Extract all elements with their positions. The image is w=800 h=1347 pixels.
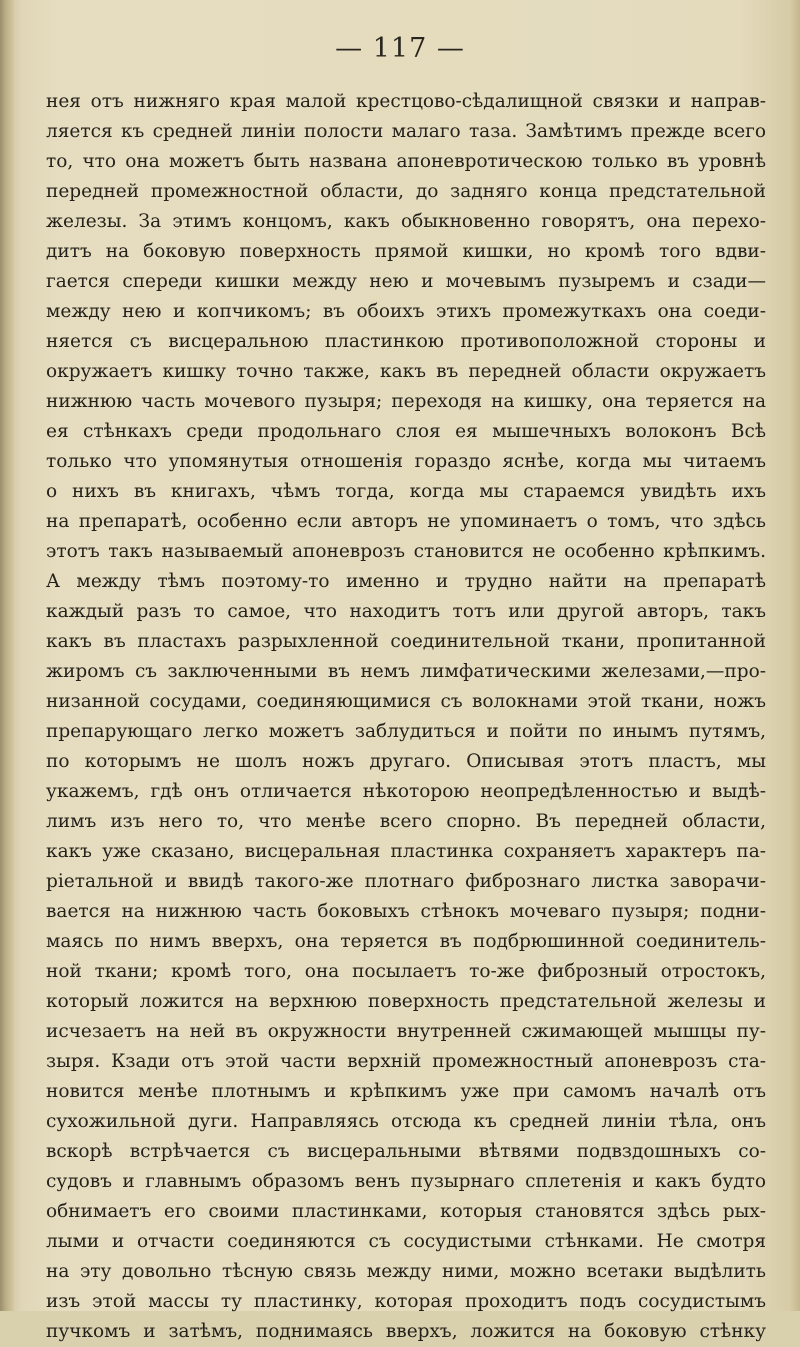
text-line: исчезаетъ на ней въ окружности внутренней сжимающей мышцы пу- (46, 1021, 766, 1042)
text-line: лимъ изъ него то, что менѣе всего спорно. Въ передней области, (46, 811, 766, 832)
text-line: какъ уже сказано, висцеральная пластинка сохраняетъ характеръ па- (46, 841, 766, 862)
text-line: гается спереди кишки между нею и мочевымъ пузыремъ и сзади— (46, 271, 766, 292)
text-line: между нею и копчикомъ; въ обоихъ этихъ промежуткахъ она соеди- (46, 301, 766, 322)
text-line: каждый разъ то самое, что находитъ тотъ или другой авторъ, такъ (46, 601, 766, 622)
text-line: обнимаетъ его своими пластинками, которыя становятся здѣсь рых- (46, 1201, 766, 1222)
text-line: ея стѣнкахъ среди продольнаго слоя ея мышечныхъ волоконъ Всѣ (46, 421, 766, 442)
text-line: железы. За этимъ концомъ, какъ обыкновенно говорятъ, она перехо- (46, 211, 766, 232)
text-line: А между тѣмъ поэтому-то именно и трудно найти на препаратѣ (46, 571, 766, 592)
text-line: низанной сосудами, соединяющимися съ волокнами этой ткани, ножъ (46, 691, 766, 712)
text-line: на эту довольно тѣсную связь между ними, можно всетаки выдѣлить (46, 1261, 766, 1282)
text-line: ріетальной и ввидѣ такого-же плотнаго фибрознаго листка заворачи- (46, 871, 766, 892)
text-line: то, что она можетъ быть названа апоневротическою только въ уровнѣ (46, 151, 766, 172)
text-line: изъ этой массы ту пластинку, которая проходитъ подъ сосудистымъ (46, 1291, 766, 1312)
text-line: какъ въ пластахъ разрыхленной соединительной ткани, пропитанной (46, 631, 766, 652)
text-line: нижнюю часть мочевого пузыря; переходя на кишку, она теряется на (46, 391, 766, 412)
body-text (46, 87, 766, 1347)
text-line: ной ткани; кромѣ того, она посылаетъ то-же фиброзный отростокъ, (46, 961, 766, 982)
text-line: на препаратѣ, особенно если авторъ не упоминаетъ о томъ, что здѣсь (46, 511, 766, 532)
text-line: нея отъ нижняго края малой крестцово-сѣдалищной связки и направ- (46, 91, 766, 112)
text-line: укажемъ, гдѣ онъ отличается нѣкоторою неопредѣленностью и выдѣ- (46, 781, 766, 802)
text-line: о нихъ въ книгахъ, чѣмъ тогда, когда мы стараемся увидѣть ихъ (46, 481, 766, 502)
text-line: который ложится на верхнюю поверхность предстательной железы и (46, 991, 766, 1012)
text-line: жиромъ съ заключенными въ немъ лимфатическими железами,—про- (46, 661, 766, 682)
text-line: вается на нижнюю часть боковыхъ стѣнокъ мочеваго пузыря; подни- (46, 901, 766, 922)
text-line: зыря. Кзади отъ этой части верхній промежностный апоневрозъ ста- (46, 1051, 766, 1072)
text-line: этотъ такъ называемый апоневрозъ становится не особенно крѣпкимъ. (46, 541, 766, 562)
text-line: судовъ и главнымъ образомъ венъ пузырнаго сплетенія и какъ будто (46, 1171, 766, 1192)
text-line: по которымъ не шолъ ножъ другаго. Описывая этотъ пластъ, мы (46, 751, 766, 772)
text-line: дитъ на боковую поверхность прямой кишки, но кромѣ того вдви- (46, 241, 766, 262)
text-line: окружаетъ кишку точно также, какъ въ передней области окружаетъ (46, 361, 766, 382)
text-line: маясь по нимъ вверхъ, она теряется въ подбрюшинной соединитель- (46, 931, 766, 952)
text-line: вскорѣ встрѣчается съ висцеральными вѣтвями подвздошныхъ со- (46, 1141, 766, 1162)
text-line: сухожильной дуги. Направляясь отсюда къ средней линіи тѣла, онъ (46, 1111, 766, 1132)
text-line: пучкомъ и затѣмъ, поднимаясь вверхъ, ложится на боковую стѣнку (46, 1321, 766, 1342)
text-line: препарующаго легко можетъ заблудиться и пойти по инымъ путямъ, (46, 721, 766, 742)
text-line: передней промежностной области, до задняго конца предстательной (46, 181, 766, 202)
text-line: новится менѣе плотнымъ и крѣпкимъ уже при самомъ началѣ отъ (46, 1081, 766, 1102)
text-line: няется съ висцеральною пластинкою противоположной стороны и (46, 331, 766, 352)
text-line: лыми и отчасти соединяются съ сосудистыми стѣнками. Не смотря (46, 1231, 766, 1252)
binding-edge (0, 0, 14, 1311)
text-line: только что упомянутыя отношенія гораздо яснѣе, когда мы читаемъ (46, 451, 766, 472)
page-number: — 117 — (335, 33, 465, 64)
text-line: ляется къ средней линіи полости малаго таза. Замѣтимъ прежде всего (46, 121, 766, 142)
